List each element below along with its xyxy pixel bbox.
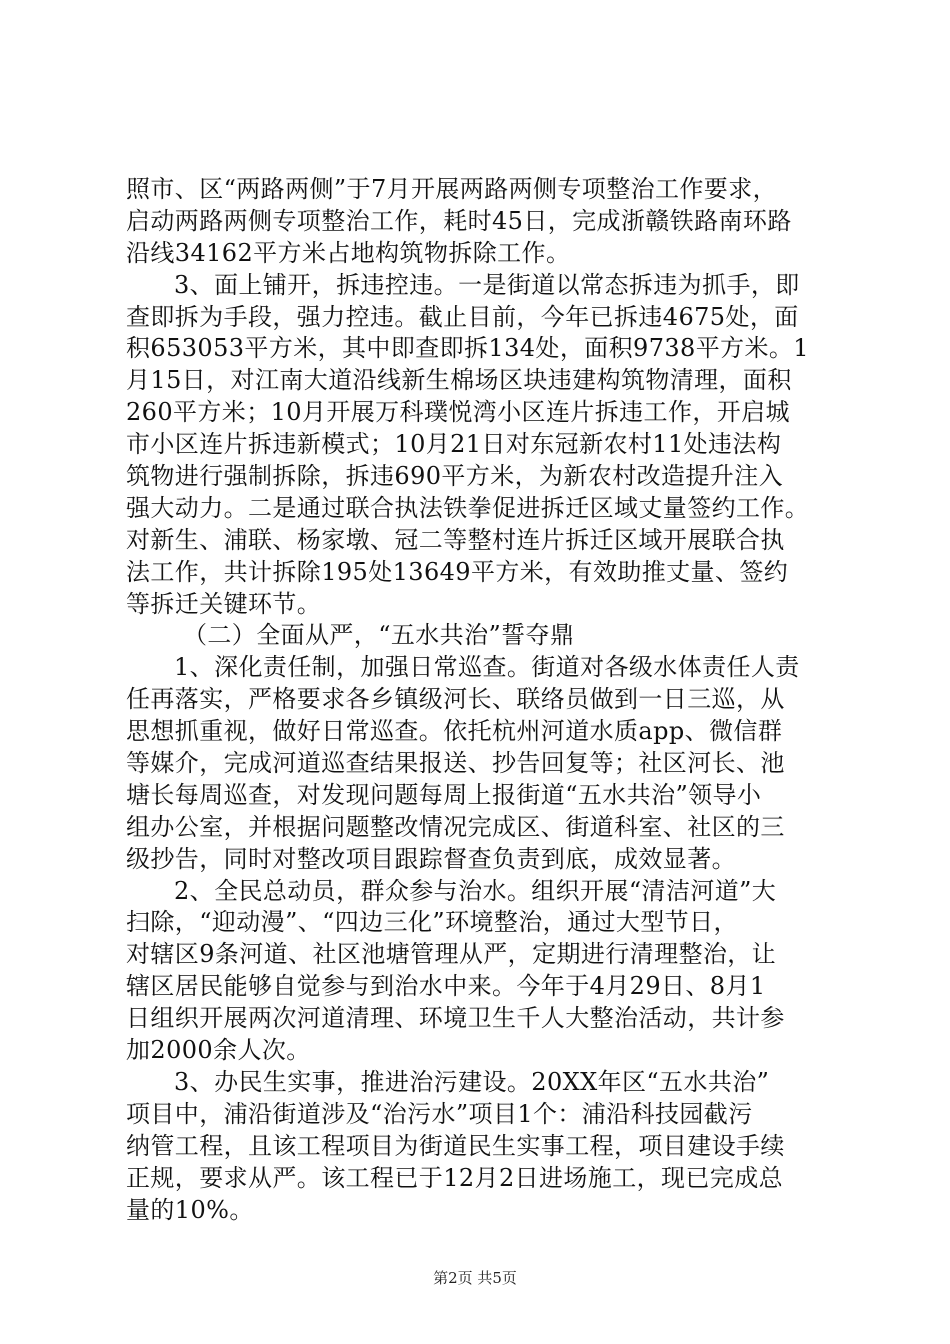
page-number-footer: 第2页 共5页: [433, 1269, 517, 1287]
text-line: 级抄告，同时对整改项目跟踪督查负责到底，成效显著。: [126, 844, 736, 873]
text-line: 月15日，对江南大道沿线新生棉场区块违建构筑物清理，面积: [126, 366, 792, 395]
text-line: 日组织开展两次河道清理、环境卫生千人大整治活动，共计参: [126, 1004, 785, 1033]
text-line: 对新生、浦联、杨家墩、冠二等整村连片拆迁区域开展联合执: [126, 525, 785, 554]
text-line: 法工作，共计拆除195处13649平方米，有效助推丈量、签约: [126, 557, 789, 586]
text-line: 项目中，浦沿街道涉及“治污水”项目1个：浦沿科技园截污: [126, 1099, 753, 1128]
text-line: 查即拆为手段，强力控违。截止目前，今年已拆违4675处，面: [126, 302, 799, 331]
text-line: 沿线34162平方米占地构筑物拆除工作。: [126, 238, 571, 267]
text-line: 筑物进行强制拆除，拆违690平方米，为新农村改造提升注入: [126, 462, 784, 491]
text-line: 纳管工程，且该工程项目为街道民生实事工程，项目建设手续: [126, 1131, 785, 1160]
text-line: 任再落实，严格要求各乡镇级河长、联络员做到一日三巡，从: [126, 685, 785, 714]
text-line: 等媒介，完成河道巡查结果报送、抄告回复等；社区河长、池: [126, 749, 785, 778]
text-line: 照市、区“两路两侧”于7月开展两路两侧专项整治工作要求，: [126, 175, 778, 203]
text-line: 等拆迁关键环节。: [126, 589, 322, 618]
text-line: 积653053平方米，其中即查即拆134处，面积9738平方米。1: [126, 334, 809, 363]
paragraph-start-line: 3、面上铺开，拆违控违。一是街道以常态拆违为抓手，即: [174, 270, 800, 299]
text-line: 量的10%。: [126, 1195, 254, 1224]
text-line: 正规，要求从严。该工程已于12月2日进场施工，现已完成总: [126, 1163, 784, 1192]
document-body: [126, 174, 826, 1226]
text-line: 对辖区9条河道、社区池塘管理从严，定期进行清理整治，让: [126, 940, 777, 969]
text-line: 强大动力。二是通过联合执法铁拳促进拆迁区域丈量签约工作。: [126, 493, 810, 522]
text-line: 扫除，“迎动漫”、“四边三化”环境整治，通过大型节日，: [126, 908, 738, 937]
text-line: 260平方米；10月开展万科璞悦湾小区连片拆违工作，开启城: [126, 398, 790, 427]
text-line: 启动两路两侧专项整治工作，耗时45日，完成浙赣铁路南环路: [126, 206, 792, 235]
paragraph-start-line: 1、深化责任制，加强日常巡查。街道对各级水体责任人责: [174, 653, 800, 682]
text-line: 市小区连片拆违新模式；10月21日对东冠新农村11处违法构: [126, 430, 782, 459]
text-line: 加2000余人次。: [126, 1036, 311, 1065]
section-heading: （二）全面从严，“五水共治”誓夺鼎: [183, 621, 575, 650]
text-line: 思想抓重视，做好日常巡查。依托杭州河道水质app、微信群: [126, 717, 783, 746]
text-line: 组办公室，并根据问题整改情况完成区、街道科室、社区的三: [126, 812, 785, 841]
text-line: 辖区居民能够自觉参与到治水中来。今年于4月29日、8月1: [126, 972, 766, 1001]
text-line: 塘长每周巡查，对发现问题每周上报街道“五水共治”领导小: [126, 780, 762, 809]
paragraph-start-line: 3、办民生实事，推进治污建设。20XX年区“五水共治”: [174, 1067, 770, 1096]
paragraph-start-line: 2、全民总动员，群众参与治水。组织开展“清洁河道”大: [174, 876, 777, 905]
